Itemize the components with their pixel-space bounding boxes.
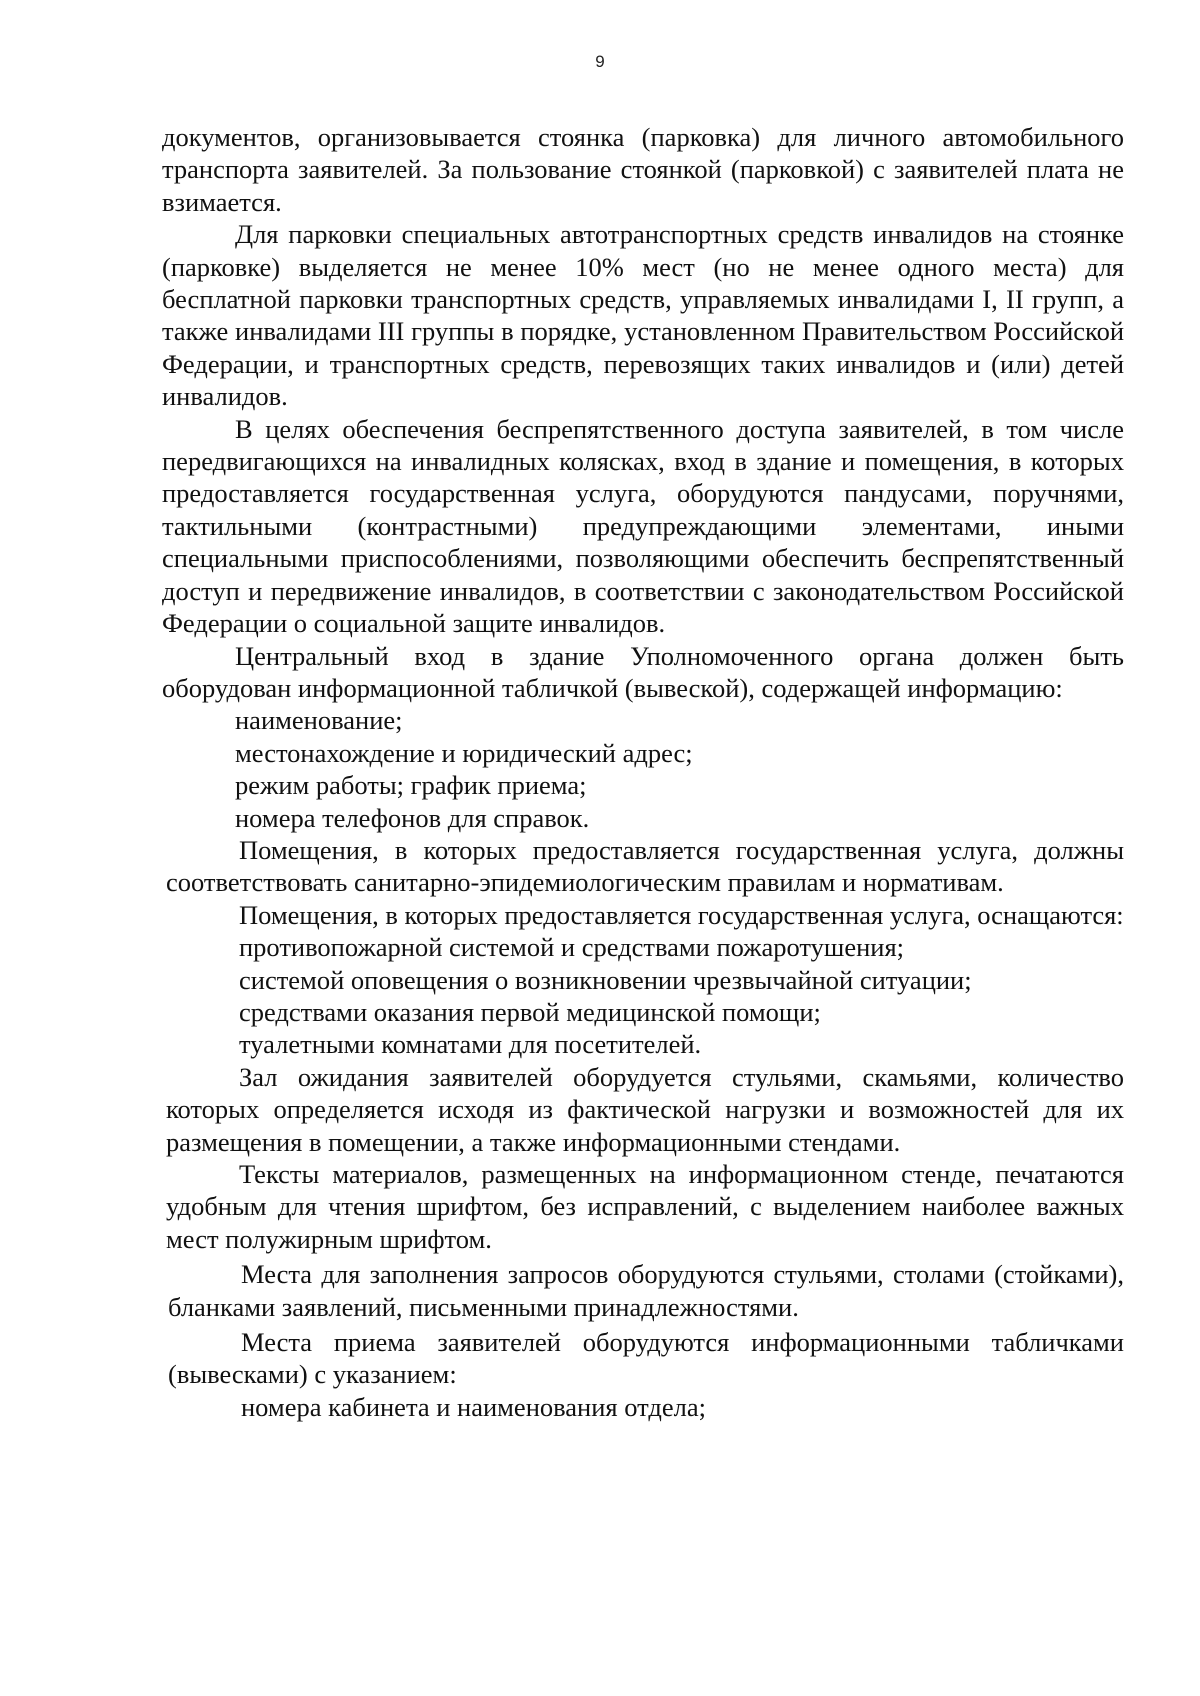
paragraph-disabled-parking: Для парковки специальных автотранспортных средств инвалидов на стоянке (парковке) выделяется не менее 10% мест (но не менее одного места) для бесплатной парковки транспортных средств, управляемых инвалидами I, II групп, а также инвалидами III группы в порядке, установленном Правительством Российской Федерации, и транспортных средств, перевозящих таких инвалидов и (или) детей инвалидов. [162,219,1124,412]
list-item-restrooms: туалетными комнатами для посетителей. [239,1029,702,1060]
paragraph-waiting-hall: Зал ожидания заявителей оборудуется стульями, скамьями, количество которых определяется исходя из фактической нагрузки и возможностей для их размещения в помещении, а также информационными стендами. [166,1061,1124,1157]
paragraph-parking-continuation: документов, организовывается стоянка (парковка) для личного автомобильного транспорта заявителей. За пользование стоянкой (парковкой) с заявителей плата не взимается. [162,122,1124,217]
list-item-emergency-alert: системой оповещения о возникновении чрезвычайной ситуации; [239,964,972,995]
paragraph-entrance-sign: Центральный вход в здание Уполномоченного органа должен быть оборудован информационной табличкой (вывеской), содержащей информацию: [162,640,1124,703]
paragraph-sanitary: Помещения, в которых предоставляется государственная услуга, должны соответствовать санитарно-эпидемиологическим правилам и нормативам. [166,834,1124,898]
paragraph-accessibility: В целях обеспечения беспрепятственного доступа заявителей, в том числе передвигающихся на инвалидных колясках, вход в здание и помещения, в которых предоставляется государственная услуга, оборудуются пандусами, поручнями, тактильными (контрастными) предупреждающими элементами, иными специальными приспособлениями, позволяющими обеспечить беспрепятственный доступ и передвижение инвалидов, в соответствии с законодательством Российской Федерации о социальной защите инвалидов. [162,413,1124,639]
list-item-cabinet-number: номера кабинета и наименования отдела; [241,1391,706,1422]
paragraph-reception-signs: Места приема заявителей оборудуются информационными табличками (вывесками) с указанием: [168,1327,1124,1390]
list-item-schedule: режим работы; график приема; [235,770,587,801]
paragraph-stand-texts: Тексты материалов, размещенных на информационном стенде, печатаются удобным для чтения шрифтом, без исправлений, с выделением наиболее важных мест полужирным шрифтом. [166,1159,1124,1254]
page-number: 9 [595,52,605,71]
list-item-address: местонахождение и юридический адрес; [235,737,693,768]
document-body [162,121,1124,1423]
paragraph-equipment: Помещения, в которых предоставляется государственная услуга, оснащаются: [239,899,1124,930]
list-item-phones: номера телефонов для справок. [235,802,590,833]
list-item-fire-protection: противопожарной системой и средствами пожаротушения; [239,932,904,963]
list-item-first-aid: средствами оказания первой медицинской помощи; [239,996,821,1027]
paragraph-request-places: Места для заполнения запросов оборудуются стульями, столами (стойками), бланками заявлений, письменными принадлежностями. [168,1259,1124,1322]
list-item-name: наименование; [235,705,403,736]
